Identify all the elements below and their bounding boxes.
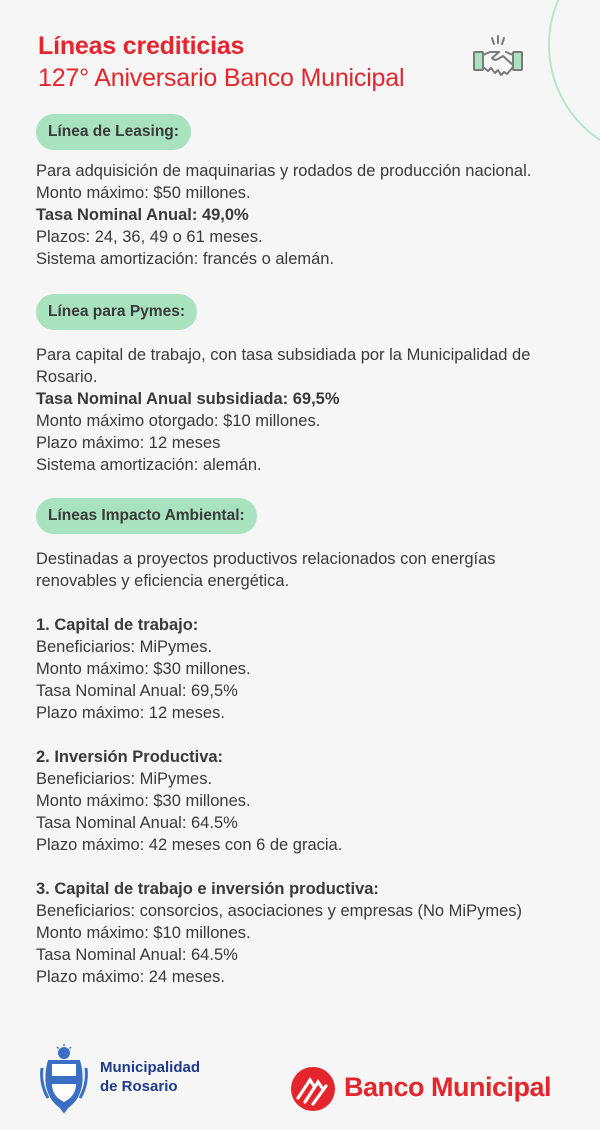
subsection-line: Monto máximo: $30 millones. — [36, 792, 251, 810]
leasing-line: Plazos: 24, 36, 49 o 61 meses. — [36, 228, 263, 246]
subsection-line: Tasa Nominal Anual: 69,5% — [36, 682, 238, 700]
subsection-title: 3. Capital de trabajo e inversión productiva: — [36, 880, 379, 898]
banco-municipal-logo — [290, 1066, 336, 1112]
leasing-line: Para adquisición de maquinarias y rodados de producción nacional. — [36, 162, 532, 180]
decorative-arc — [548, 0, 600, 160]
municipalidad-logo-text — [100, 1058, 200, 1096]
municipalidad-line1: Municipalidad — [100, 1059, 201, 1076]
pymes-line: Para capital de trabajo, con tasa subsidiada por la Municipalidad de Rosario. — [36, 346, 531, 386]
ambiental-intro: Destinadas a proyectos productivos relacionados con energías renovables y eficiencia energética. — [36, 550, 496, 590]
subsection-line: Plazo máximo: 42 meses con 6 de gracia. — [36, 836, 343, 854]
subsection-line: Plazo máximo: 12 meses. — [36, 704, 225, 722]
section-body-pymes — [36, 344, 576, 476]
pymes-line: Tasa Nominal Anual subsidiada: 69,5% — [36, 390, 340, 408]
section-body-ambiental — [36, 548, 546, 988]
subsection-line: Beneficiarios: MiPymes. — [36, 770, 213, 788]
pymes-line: Monto máximo otorgado: $10 millones. — [36, 412, 321, 430]
section-heading-ambiental: Líneas Impacto Ambiental: — [36, 498, 257, 534]
municipalidad-line2: de Rosario — [100, 1078, 178, 1095]
subsection-line: Tasa Nominal Anual: 64.5% — [36, 946, 238, 964]
section-heading-leasing: Línea de Leasing: — [36, 114, 191, 150]
leasing-line: Tasa Nominal Anual: 49,0% — [36, 206, 249, 224]
page-title: Líneas crediticias — [38, 32, 245, 60]
leasing-line: Monto máximo: $50 millones. — [36, 184, 251, 202]
subsection-line: Beneficiarios: MiPymes. — [36, 638, 213, 656]
subsection-title: 2. Inversión Productiva: — [36, 748, 224, 766]
pymes-line: Plazo máximo: 12 meses — [36, 434, 221, 452]
rosario-shield-logo — [38, 1044, 90, 1114]
banco-municipal-name: Banco Municipal — [344, 1072, 552, 1102]
subsection-line: Plazo máximo: 24 meses. — [36, 968, 225, 986]
pymes-line: Sistema amortización: alemán. — [36, 456, 262, 474]
section-body-leasing — [36, 160, 576, 270]
subsection-line: Tasa Nominal Anual: 64.5% — [36, 814, 238, 832]
subsection-title: 1. Capital de trabajo: — [36, 616, 199, 634]
subsection-line: Monto máximo: $30 millones. — [36, 660, 251, 678]
handshake-icon — [472, 34, 524, 88]
leasing-line: Sistema amortización: francés o alemán. — [36, 250, 335, 268]
subsection-line: Beneficiarios: consorcios, asociaciones y empresas (No MiPymes) — [36, 902, 523, 920]
subsection-line: Monto máximo: $10 millones. — [36, 924, 251, 942]
section-heading-pymes: Línea para Pymes: — [36, 294, 197, 330]
page-subtitle: 127° Aniversario Banco Municipal — [38, 64, 405, 92]
